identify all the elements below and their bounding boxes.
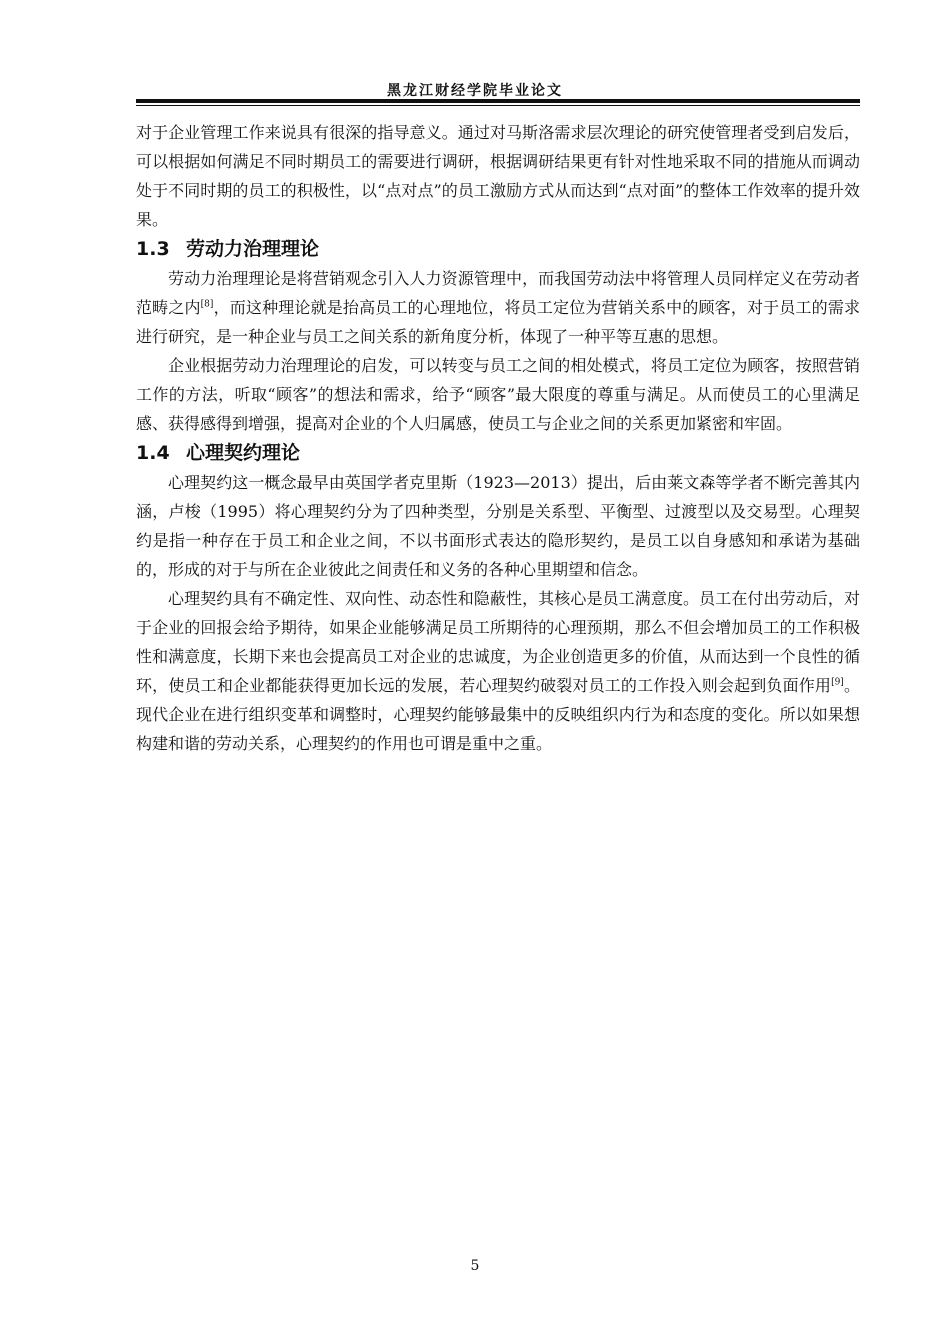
paragraph-contract-features bbox=[136, 584, 860, 758]
citation-ref: [8] bbox=[200, 299, 214, 310]
paragraph-text: ，而这种理论就是抬高员工的心理地位，将员工定位为营销关系中的顾客，对于员工的需求进行研究，是一种企业与员工之间关系的新角度分析，体现了一种平等互惠的思想。 bbox=[136, 298, 860, 346]
section-number: 1.3 bbox=[136, 238, 170, 260]
section-number: 1.4 bbox=[136, 442, 170, 464]
paragraph-contract-origin: 心理契约这一概念最早由英国学者克里斯（1923—2013）提出，后由莱文森等学者不断完善其内涵，卢梭（1995）将心理契约分为了四种类型，分别是关系型、平衡型、过渡型以及交易型。心理契约是指一种存在于员工和企业之间，不以书面形式表达的隐形契约，是员工以自身感知和承诺为基础的，形成的对于与所在企业彼此之间责任和义务的各种心里期望和信念。 bbox=[136, 473, 860, 579]
header-title: 黑龙江财经学院毕业论文 bbox=[387, 83, 563, 99]
citation-ref: [9] bbox=[831, 677, 844, 688]
paragraph-enterprise-application: 企业根据劳动力治理理论的启发，可以转变与员工之间的相处模式，将员工定位为顾客，按照营销工作的方法，听取“顾客”的想法和需求，给予“顾客”最大限度的尊重与满足。从而使员工的心里满足感、获得感得到增强，提高对企业的个人归属感，使员工与企业之间的关系更加紧密和牢固。 bbox=[136, 356, 860, 433]
section-title: 心理契约理论 bbox=[186, 442, 301, 464]
section-heading-1-4 bbox=[136, 438, 860, 468]
header-rule-thick bbox=[136, 99, 860, 103]
page-number: 5 bbox=[470, 1258, 480, 1274]
paragraph-text: 心理契约具有不确定性、双向性、动态性和隐蔽性，其核心是员工满意度。员工在付出劳动后，对于企业的回报会给予期待，如果企业能够满足员工所期待的心理预期，那么不但会增加员工的工作积极性和满意度，长期下来也会提高员工对企业的忠诚度，为企业创造更多的价值，从而达到一个良性的循环，使员工和企业都能获得更加长远的发展，若心理契约破裂对员工的工作投入则会起到负面作用 bbox=[136, 589, 860, 695]
section-title: 劳动力治理理论 bbox=[186, 238, 320, 260]
page-body bbox=[136, 118, 860, 758]
paragraph-text: 劳动力治理理论是将营销观念引入人力资源管理中，而我国劳动法中将管理人员同样定义在劳动者范畴之内 bbox=[136, 269, 860, 317]
section-heading-1-3 bbox=[136, 234, 860, 264]
paragraph-labor-governance bbox=[136, 264, 860, 351]
header-rule-thin bbox=[136, 105, 860, 106]
paragraph-text: 。现代企业在进行组织变革和调整时，心理契约能够最集中的反映组织内行为和态度的变化。所以如果想构建和谐的劳动关系，心理契约的作用也可谓是重中之重。 bbox=[136, 676, 860, 753]
paragraph-intro: 对于企业管理工作来说具有很深的指导意义。通过对马斯洛需求层次理论的研究使管理者受到启发后，可以根据如何满足不同时期员工的需要进行调研，根据调研结果更有针对性地采取不同的措施从而调动处于不同时期的员工的积极性，以“点对点”的员工激励方式从而达到“点对面”的整体工作效率的提升效果。 bbox=[136, 123, 860, 229]
